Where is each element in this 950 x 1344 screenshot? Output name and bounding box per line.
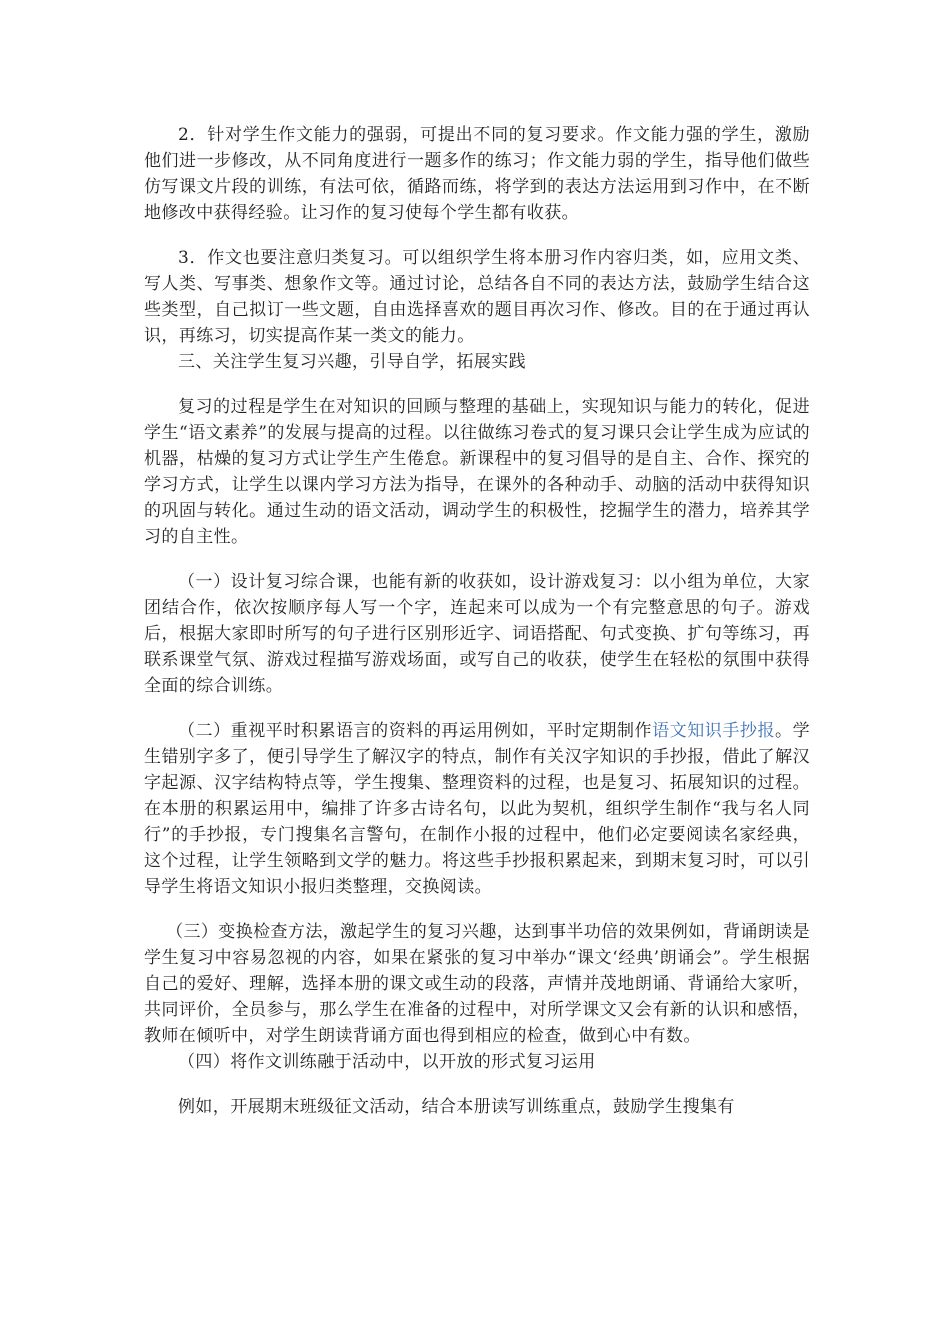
paragraph-7: （三）变换检查方法，激起学生的复习兴趣，达到事半功倍的效果例如，背诵朗读是学生复习中容易忽视的内容，如果在紧张的复习中举办“课文‘经典’朗诵会”。学生根据自己的爱好、理解，选择本册的课文或生动的段落，声情并茂地朗诵、背诵给大家听，共同评价，全员参与，那么学生在准备的过程中，对所学课文又会有新的认识和感悟，教师在倾听中，对学生朗读背诵方面也得到相应的检查，做到心中有数。 xyxy=(144,922,810,1046)
paragraph-5: （一）设计复习综合课，也能有新的收获如，设计游戏复习：以小组为单位，大家团结合作，依次按顺序每人写一个字，连起来可以成为一个有完整意思的句子。游戏后，根据大家即时所写的句子进行区别形近字、词语搭配、句式变换、扩句等练习，再联系课堂气氛、游戏过程描写游戏场面，或写自己的收获，使学生在轻松的氛围中获得全面的综合训练。 xyxy=(144,572,810,696)
document-page xyxy=(144,122,810,1120)
paragraph-4: 复习的过程是学生在对知识的回顾与整理的基础上，实现知识与能力的转化，促进学生“语文素养”的发展与提高的过程。以往做练习卷式的复习课只会让学生成为应试的机器，枯燥的复习方式让学生产生倦怠。新课程中的复习倡导的是自主、合作、探究的学习方式，让学生以课内学习方法为指导，在课外的各种动手、动脑的活动中获得知识的巩固与转化。通过生动的语文活动，调动学生的积极性，挖掘学生的潜力，培养其学习的自主性。 xyxy=(144,397,810,547)
paragraph-2: 3．作文也要注意归类复习。可以组织学生将本册习作内容归类，如，应用文类、写人类、写事类、想象作文等。通过讨论，总结各自不同的表达方法，鼓励学生结合这些类型，自己拟订一些文题，自由选择喜欢的题目再次习作、修改。目的在于通过再认识，再练习，切实提高作某一类文的能力。 xyxy=(144,248,810,346)
paragraph-6-lead: （二）重视平时积累语言的资料的再运用例如，平时定期制作 xyxy=(178,721,653,741)
section-heading-3: 三、关注学生复习兴趣，引导自学，拓展实践 xyxy=(178,352,526,372)
handwritten-newspaper-link[interactable]: 语文知识手抄报 xyxy=(652,721,776,741)
section-heading-8: （四）将作文训练融于活动中，以开放的形式复习运用 xyxy=(178,1052,596,1072)
paragraph-6-rest: 。学生错别字多了，便引导学生了解汉字的特点，制作有关汉字知识的手抄报，借此了解汉字起源、汉字结构特点等，学生搜集、整理资料的过程，也是复习、拓展知识的过程。在本册的积累运用中，编排了许多古诗名句，以此为契机，组织学生制作“我与名人同行”的手抄报，专门搜集名言警句，在制作小报的过程中，他们必定要阅读名家经典，这个过程，让学生领略到文学的魅力。将这些手抄报积累起来，到期末复习时，可以引导学生将语文知识小报归类整理，交换阅读。 xyxy=(144,721,810,897)
paragraph-9: 例如，开展期末班级征文活动，结合本册读写训练重点，鼓励学生搜集有 xyxy=(178,1097,735,1117)
paragraph-6 xyxy=(144,718,810,900)
paragraph-1: 2．针对学生作文能力的强弱，可提出不同的复习要求。作文能力强的学生，激励他们进一步修改，从不同角度进行一题多作的练习；作文能力弱的学生，指导他们做些仿写课文片段的训练，有法可依，循路而练，将学到的表达方法运用到习作中，在不断地修改中获得经验。让习作的复习使每个学生都有收获。 xyxy=(144,125,810,223)
